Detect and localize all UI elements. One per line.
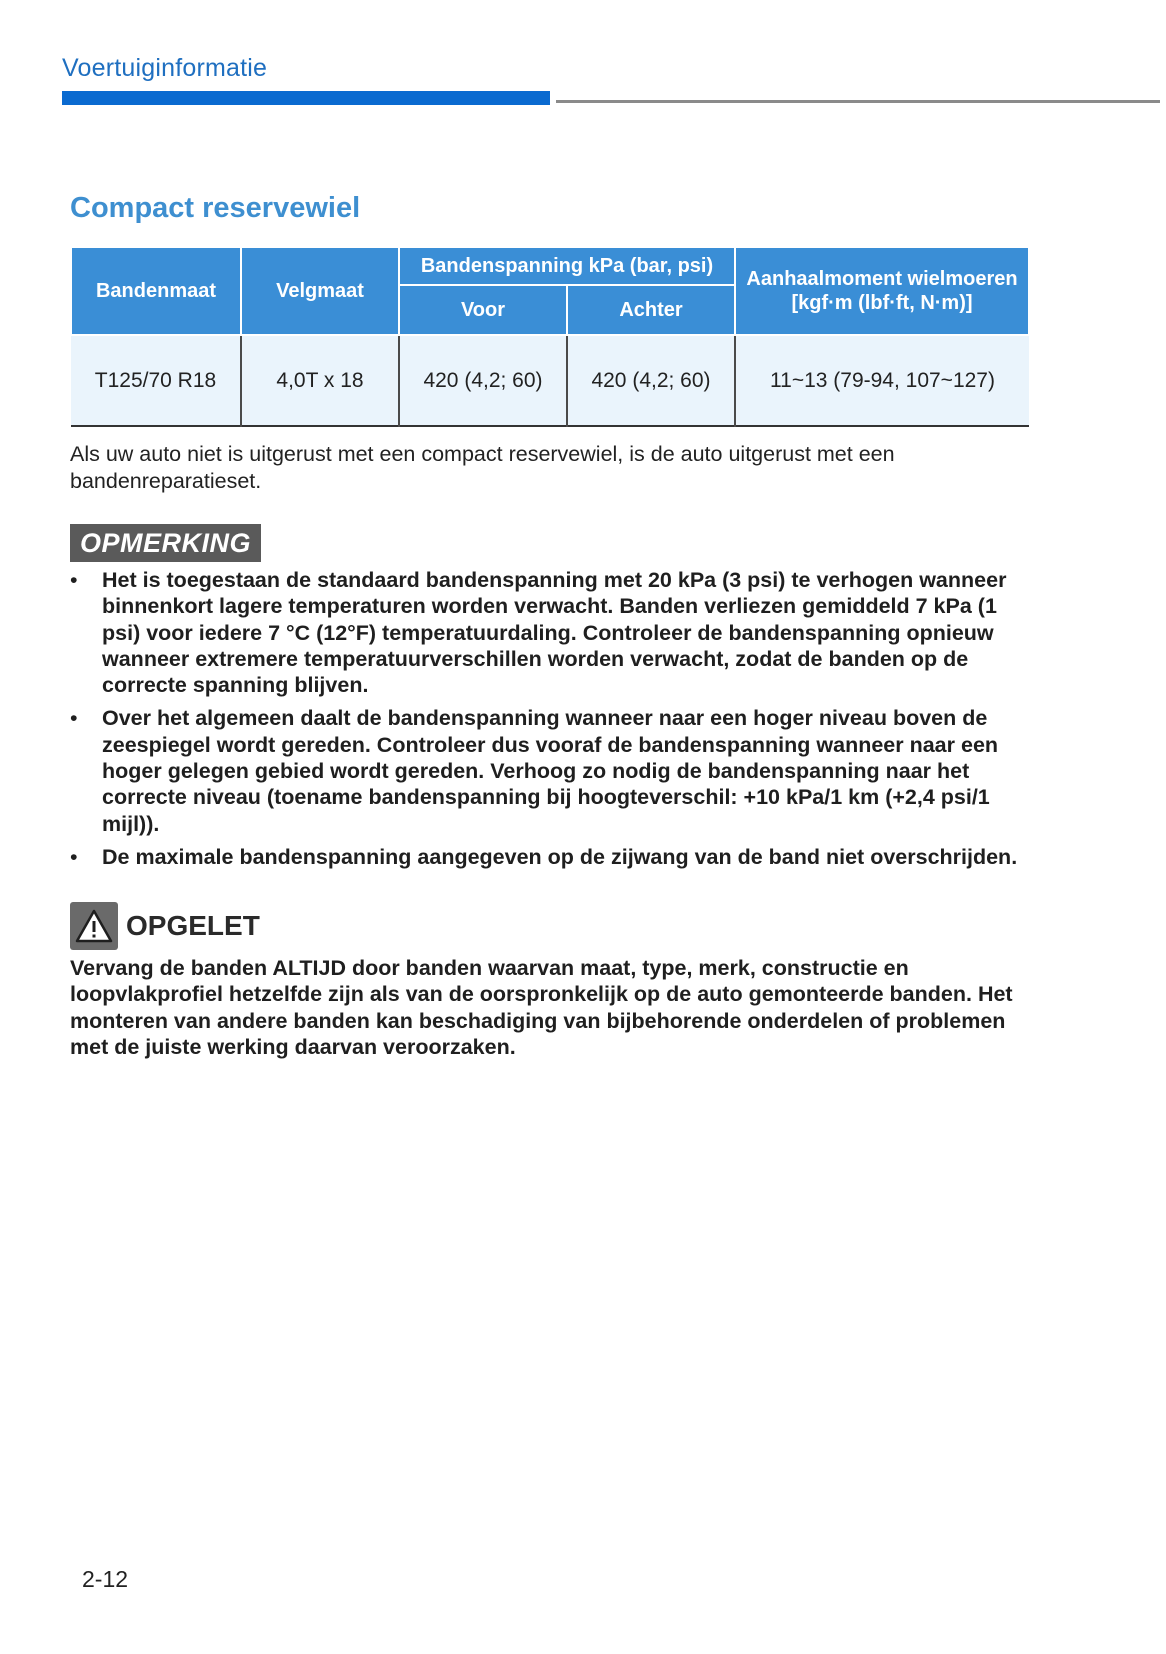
cell-tire-size: T125/70 R18 (71, 335, 241, 426)
header-rule-blue (62, 91, 550, 105)
cell-rim-size: 4,0T x 18 (241, 335, 399, 426)
header-rim-size: Velgmaat (241, 247, 399, 335)
note-list (70, 567, 1030, 877)
section-title: Compact reservewiel (70, 192, 361, 224)
bullet-icon: • (70, 706, 78, 731)
header-front: Voor (399, 285, 567, 335)
cell-front-pressure: 420 (4,2; 60) (399, 335, 567, 426)
caution-text: Vervang de banden ALTIJD door banden waarvan maat, type, merk, constructie en loopvlakprofiel hetzelfde zijn als van de oorspronkelijk op de auto gemonteerde banden. Het monteren van andere banden kan beschadiging van bijbehorende onderdelen of problemen met de juiste werking daarvan veroorzaken. (70, 956, 1013, 1059)
header-pressure: Bandenspanning kPa (bar, psi) (399, 247, 735, 285)
bullet-icon: • (70, 844, 78, 869)
header-tire-size: Bandenmaat (71, 247, 241, 335)
table-row (71, 335, 1029, 426)
bullet-icon: • (70, 568, 78, 592)
spare-wheel-table (70, 246, 1030, 427)
list-item (70, 705, 1030, 836)
cell-rear-pressure: 420 (4,2; 60) (567, 335, 735, 426)
header-rear: Achter (567, 285, 735, 335)
note-item-text: Over het algemeen daalt de bandenspanning wanneer naar een hoger niveau boven de zeespiegel wordt gereden. Controleer dus vooraf de bandenspanning wanneer naar een hoger gelegen gebied wordt gereden. Verhoog zo nodig de bandenspanning naar het correcte niveau (toename bandenspanning bij hoogteverschil: +10 kPa/1 km (+2,4 psi/1 mijl)). (102, 706, 999, 836)
header-rule-grey (556, 100, 1160, 103)
intro-paragraph: Als uw auto niet is uitgerust met een compact reservewiel, is de auto uitgerust met een bandenreparatieset. (70, 442, 895, 493)
warning-triangle-icon (70, 902, 118, 950)
caution-header (70, 902, 260, 950)
page-number: 2-12 (82, 1566, 129, 1592)
header-torque: Aanhaalmoment wielmoeren [kgf·m (lbf·ft, N·m)] (735, 247, 1029, 335)
note-item-text: Het is toegestaan de standaard bandenspanning met 20 kPa (3 psi) te verhogen wanneer binnenkort lagere temperaturen worden verwacht. Banden verliezen gemiddeld 7 kPa (1 psi) voor iedere 7 °C (12°F) temperatuurdaling. Controleer de bandenspanning opnieuw wanneer extremere temperatuurverschillen worden verwacht, zodat de banden op de correcte spanning blijven. (102, 568, 1007, 698)
running-header: Voertuiginformatie (62, 54, 268, 82)
cell-torque: 11~13 (79-94, 107~127) (735, 335, 1029, 426)
note-item-text: De maximale bandenspanning aangegeven op de zijwang van de band niet overschrijden. (102, 844, 1018, 869)
note-label: OPMERKING (70, 524, 261, 562)
caution-title: OPGELET (126, 910, 260, 941)
list-item (70, 844, 1030, 870)
list-item (70, 567, 1030, 698)
